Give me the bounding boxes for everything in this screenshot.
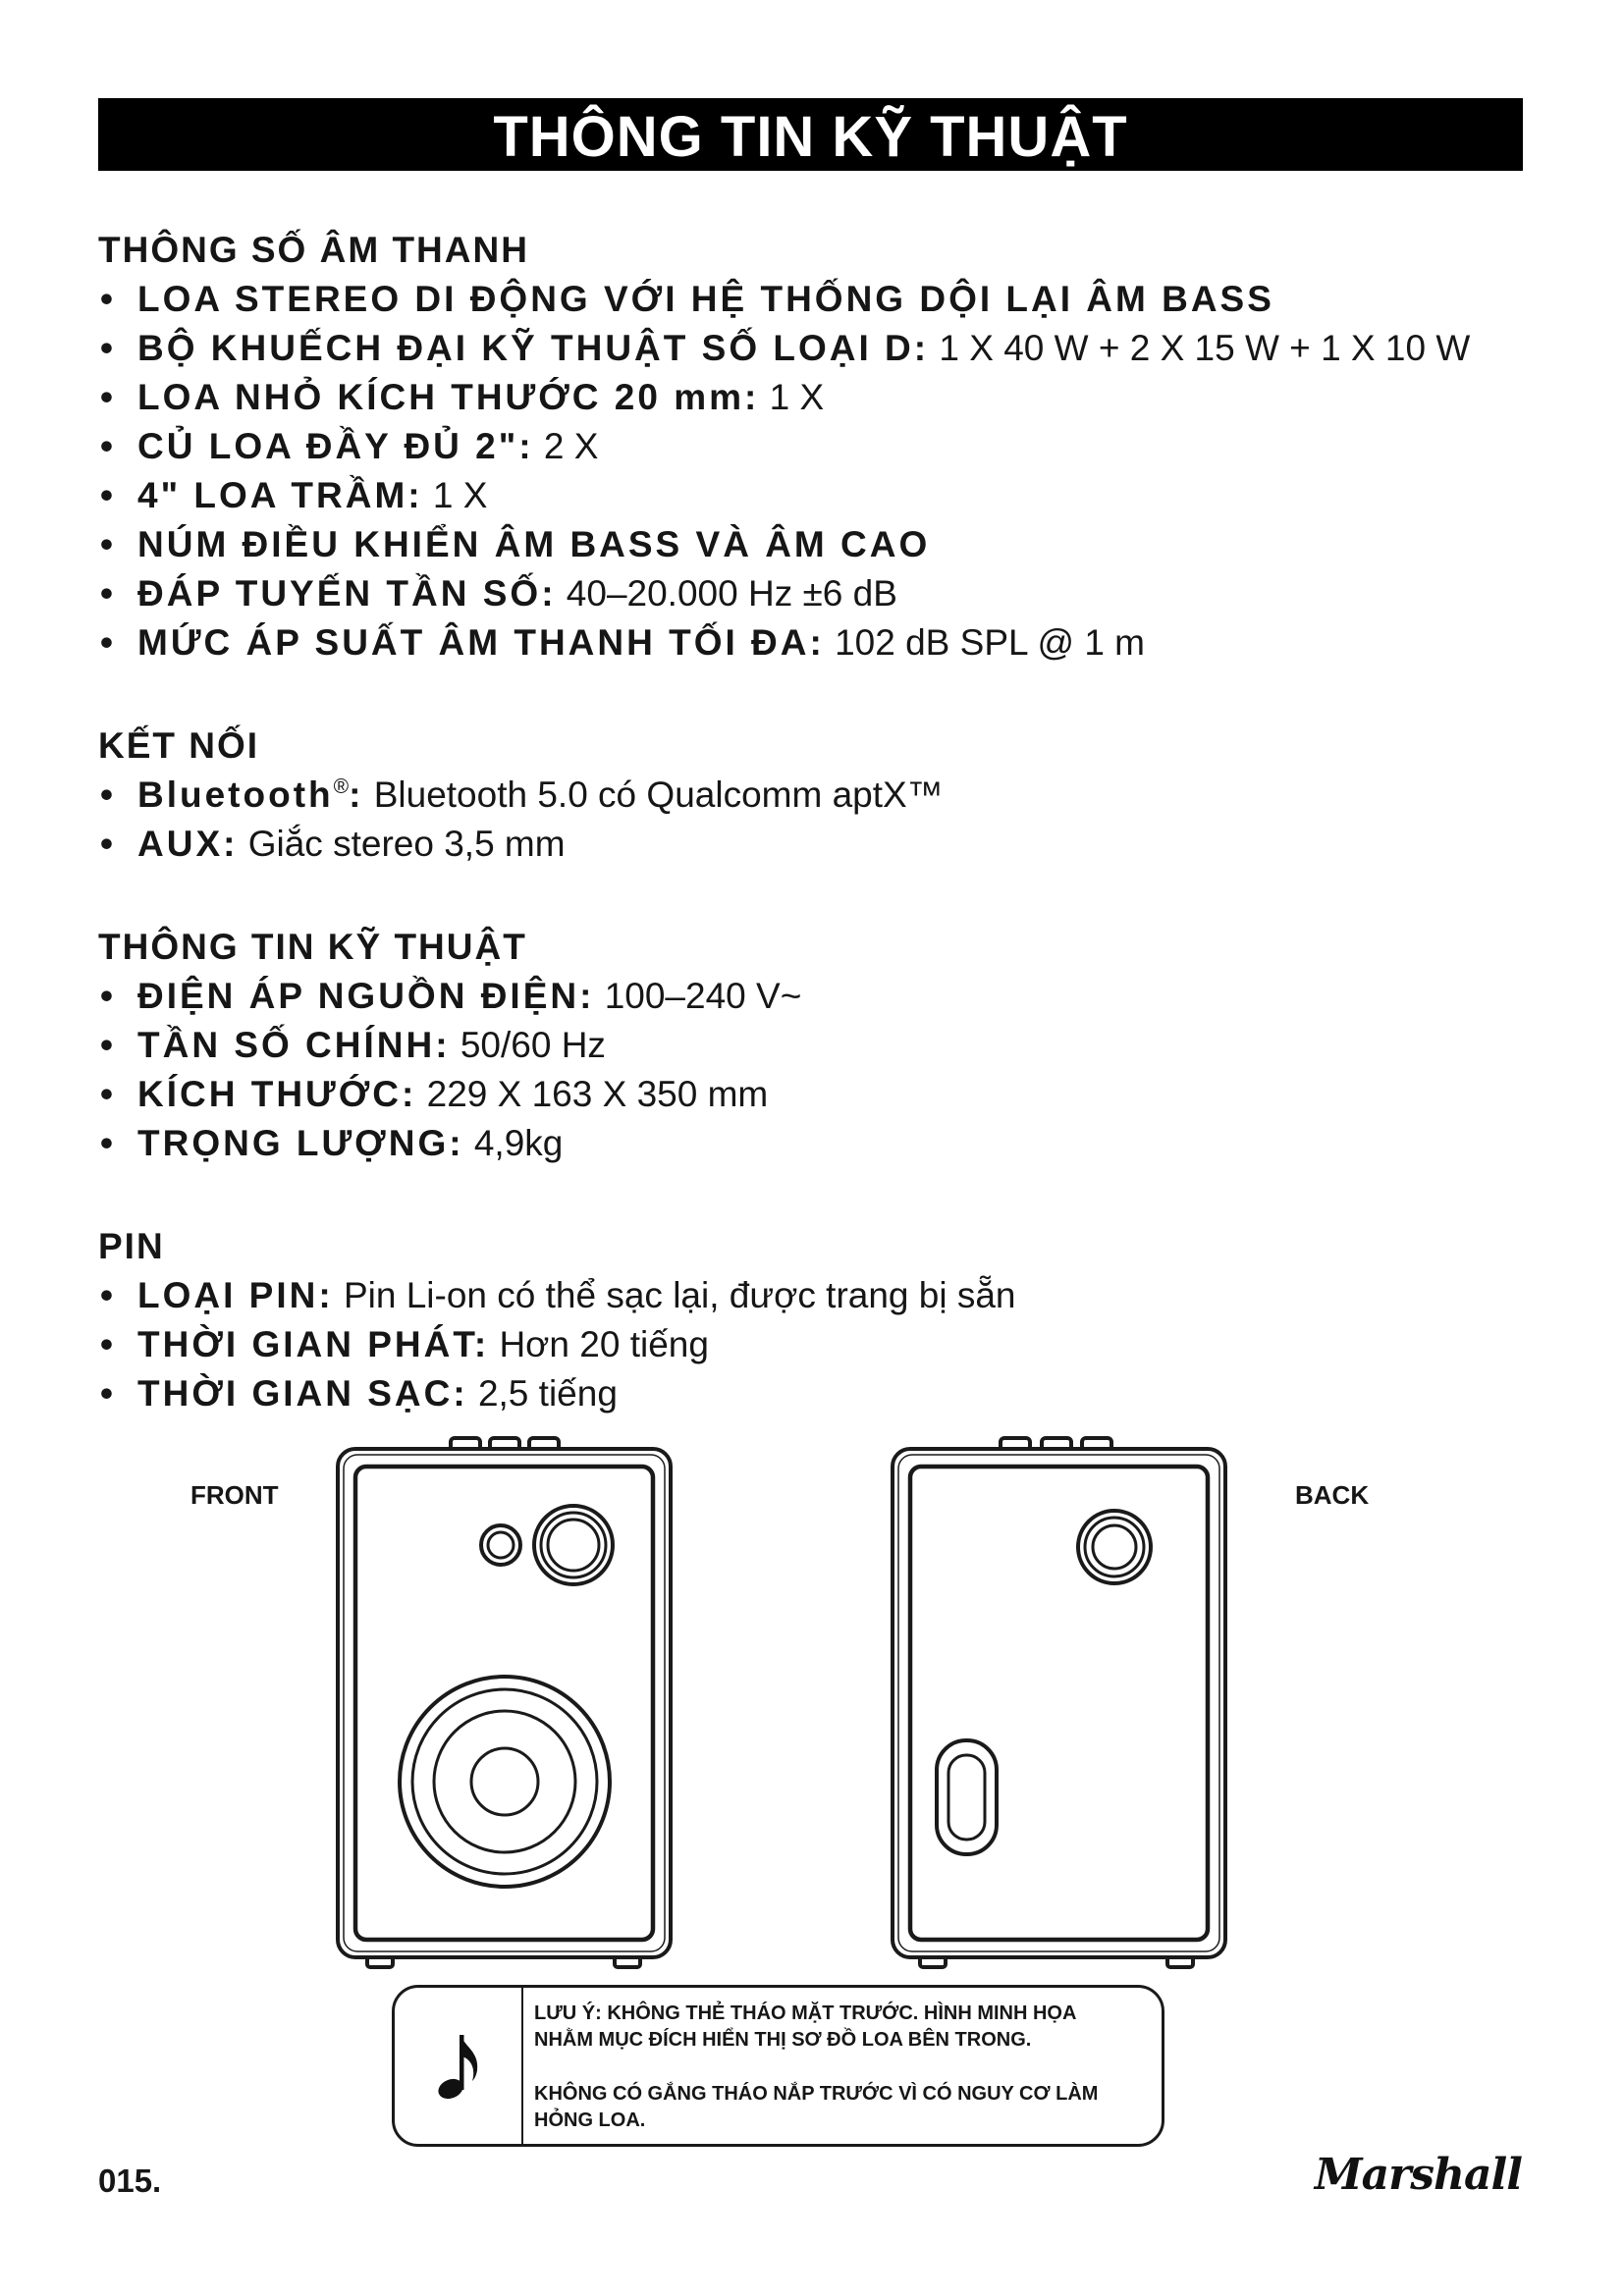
bullet: • <box>100 976 113 1016</box>
bullet: • <box>100 573 113 614</box>
spec-label: TẦN SỐ CHÍNH: <box>137 1025 451 1065</box>
bullet: • <box>100 1324 113 1364</box>
spec-label: MỨC ÁP SUẤT ÂM THANH TỐI ĐA: <box>137 622 825 663</box>
spec-value: 1 X <box>432 475 488 515</box>
spec-item <box>98 1021 1526 1070</box>
note-text-line: KHÔNG CÓ GẮNG THÁO NẮP TRƯỚC VÌ CÓ NGUY CƠ LÀM <box>534 2083 1099 2105</box>
marshall-logo: Marshall <box>1314 2150 1522 2200</box>
bullet: • <box>100 475 113 515</box>
spec-content <box>98 226 1526 1418</box>
spec-item <box>98 1271 1526 1320</box>
music-note-icon <box>434 2031 483 2102</box>
spec-value: 4,9kg <box>473 1123 564 1163</box>
spec-item <box>98 422 1526 471</box>
note-text-line: LƯU Ý: KHÔNG THẺ THÁO MẶT TRƯỚC. HÌNH MINH HỌA <box>534 2002 1077 2024</box>
spec-label: THỜI GIAN SẠC: <box>137 1373 468 1414</box>
section-heading: THÔNG TIN KỸ THUẬT <box>98 927 527 967</box>
spec-value: 1 X 40 W + 2 X 15 W + 1 X 10 W <box>939 328 1471 368</box>
spec-value: 100–240 V~ <box>604 976 802 1016</box>
spec-label: LOA NHỎ KÍCH THƯỚC 20 mm: <box>137 377 760 417</box>
note-box <box>392 1985 1164 2147</box>
note-icon-cell <box>395 1988 523 2144</box>
spec-value: 40–20.000 Hz ±6 dB <box>566 573 897 614</box>
spec-value: Bluetooth 5.0 có Qualcomm aptX™ <box>373 774 944 815</box>
back-cabinet-outline <box>893 1449 1225 1957</box>
note-text-line: HỎNG LOA. <box>534 2109 646 2131</box>
spec-label-colon: : <box>349 774 364 815</box>
note-paragraph <box>534 2081 1152 2134</box>
back-view-label: BACK <box>1295 1480 1370 1510</box>
note-text <box>534 2001 1152 2134</box>
bullet: • <box>100 1025 113 1065</box>
spec-label: Bluetooth <box>137 774 334 815</box>
spec-item <box>98 275 1526 324</box>
note-text-line: NHẰM MỤC ĐÍCH HIỂN THỊ SƠ ĐỒ LOA BÊN TRONG. <box>534 2029 1032 2051</box>
spec-item <box>98 1320 1526 1369</box>
spec-item <box>98 569 1526 618</box>
bullet: • <box>100 328 113 368</box>
spec-value: 102 dB SPL @ 1 m <box>835 622 1146 663</box>
section-heading: THÔNG SỐ ÂM THANH <box>98 230 529 270</box>
spec-label: ĐÁP TUYẾN TẦN SỐ: <box>137 573 557 614</box>
section-heading: PIN <box>98 1226 165 1266</box>
bullet: • <box>100 1123 113 1163</box>
spec-value: 50/60 Hz <box>460 1025 606 1065</box>
spec-label: KÍCH THƯỚC: <box>137 1074 417 1114</box>
spec-label: CỦ LOA ĐẦY ĐỦ 2": <box>137 426 534 466</box>
spec-item <box>98 324 1526 373</box>
spec-value: Hơn 20 tiếng <box>499 1324 709 1364</box>
bullet: • <box>100 1373 113 1414</box>
spec-value: 2,5 tiếng <box>477 1373 618 1414</box>
spec-label: TRỌNG LƯỢNG: <box>137 1123 464 1163</box>
bullet: • <box>100 824 113 864</box>
spec-item <box>98 1070 1526 1119</box>
spec-item <box>98 820 1526 869</box>
spec-label: 4" LOA TRẦM: <box>137 475 423 515</box>
spec-item <box>98 618 1526 667</box>
front-speaker <box>338 1438 671 1967</box>
section-connectivity <box>98 721 1526 869</box>
section-battery <box>98 1222 1526 1418</box>
bullet: • <box>100 426 113 466</box>
section-heading: KẾT NỐI <box>98 725 260 766</box>
spec-item <box>98 771 1526 820</box>
section-audio <box>98 226 1526 667</box>
front-view-label: FRONT <box>190 1480 279 1510</box>
bullet: • <box>100 377 113 417</box>
bullet: • <box>100 524 113 564</box>
spec-label: BỘ KHUẾCH ĐẠI KỸ THUẬT SỐ LOẠI D: <box>137 328 930 368</box>
spec-value: Giắc stereo 3,5 mm <box>247 824 566 864</box>
spec-item <box>98 520 1526 569</box>
spec-value: Pin Li-on có thể sạc lại, được trang bị sẵn <box>343 1275 1016 1315</box>
bullet: • <box>100 1074 113 1114</box>
page-number: 015. <box>98 2163 162 2199</box>
bullet: • <box>100 774 113 815</box>
spec-label: AUX: <box>137 824 239 864</box>
bullet: • <box>100 279 113 319</box>
spec-item <box>98 373 1526 422</box>
spec-value: 2 X <box>543 426 599 466</box>
page-title: THÔNG TIN KỸ THUẬT <box>98 98 1523 171</box>
spec-item <box>98 471 1526 520</box>
spec-item <box>98 1369 1526 1418</box>
section-technical <box>98 923 1526 1168</box>
spec-label: THỜI GIAN PHÁT: <box>137 1324 490 1364</box>
spec-value: 229 X 163 X 350 mm <box>426 1074 769 1114</box>
bullet: • <box>100 622 113 663</box>
back-speaker <box>893 1438 1225 1967</box>
spec-label: NÚM ĐIỀU KHIỂN ÂM BASS VÀ ÂM CAO <box>137 524 931 564</box>
spec-label: LOA STEREO DI ĐỘNG VỚI HỆ THỐNG DỘI LẠI ÂM BASS <box>137 279 1274 319</box>
spec-item <box>98 972 1526 1021</box>
bullet: • <box>100 1275 113 1315</box>
registered-mark: ® <box>333 775 350 798</box>
spec-item <box>98 1119 1526 1168</box>
spec-label: LOẠI PIN: <box>137 1275 334 1315</box>
spec-label: ĐIỆN ÁP NGUỒN ĐIỆN: <box>137 976 595 1016</box>
spec-value: 1 X <box>769 377 825 417</box>
note-paragraph <box>534 2001 1152 2054</box>
